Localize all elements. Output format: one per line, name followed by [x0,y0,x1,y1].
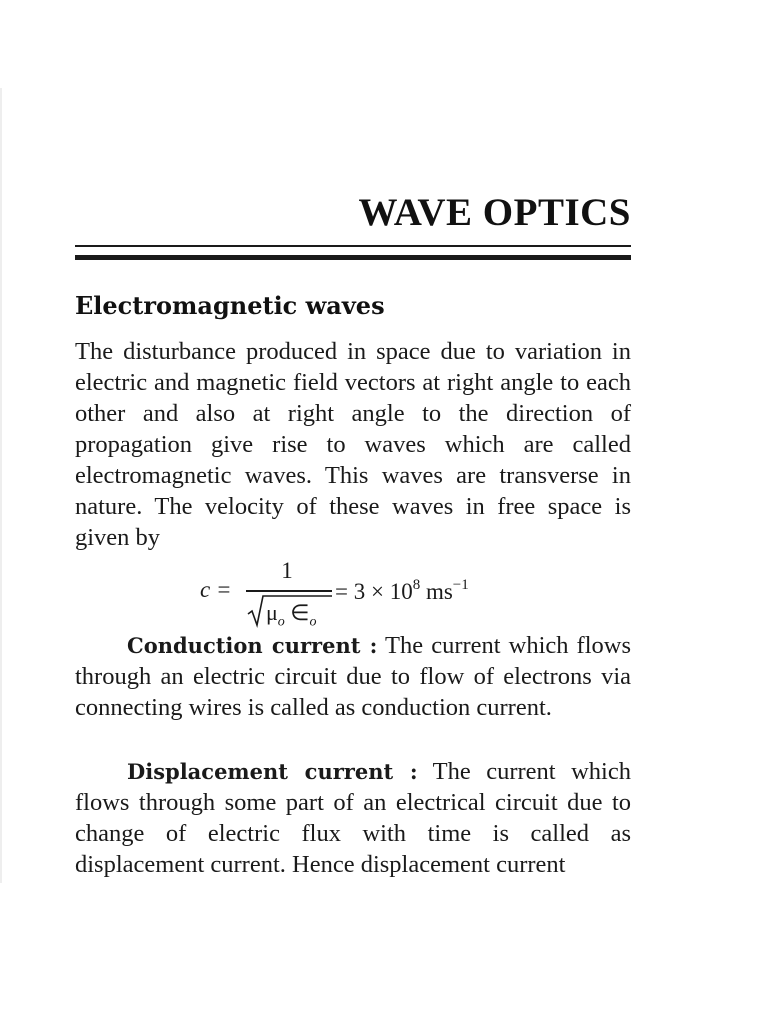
formula-lhs: c = [200,577,232,602]
rhs-unit: ms [420,579,453,604]
title-rule-thick [75,255,631,260]
paragraph-displacement-current [75,756,631,880]
title-rule-thin [75,245,631,247]
chapter-title: WAVE OPTICS [358,191,631,234]
epsilon-subscript: o [309,614,317,630]
paragraph-electromagnetic-waves: The disturbance produced in space due to variation in electric and magnetic field vectors at right angle to each other and also at right angle to the direction of propagation give rise to waves which are called electromagnetic waves. This waves are transverse in nature. The velocity of these waves in free space is given by [75,338,631,551]
fraction-bar [246,590,332,592]
velocity-formula [190,556,530,632]
displacement-text: The current which flows through some part of an electrical circuit due to change of electric flux with time is called as displacement current. Hence displacement current [75,758,631,878]
formula-numerator: 1 [281,558,293,583]
denominator-expression [266,600,316,630]
mu-symbol: μ [266,600,278,625]
rhs-unit-exponent: −1 [452,577,469,593]
formula-rhs [335,577,469,605]
conduction-term: Conduction current : [127,633,378,658]
section-heading: Electromagnetic waves [75,291,385,320]
mu-subscript: o [277,614,285,630]
formula-denominator [246,594,332,628]
epsilon-symbol: ∈ [290,600,310,625]
rhs-prefix: = 3 × 10 [335,579,413,604]
displacement-term: Displacement current : [127,759,418,784]
rhs-exponent: 8 [412,577,421,593]
conduction-text: The current which flows through an electric circuit due to flow of electrons via connecting wires is called as conduction current. [75,632,631,721]
paragraph-conduction-current [75,630,631,723]
formula-fraction [242,556,332,632]
page-edge-shadow [0,88,2,883]
